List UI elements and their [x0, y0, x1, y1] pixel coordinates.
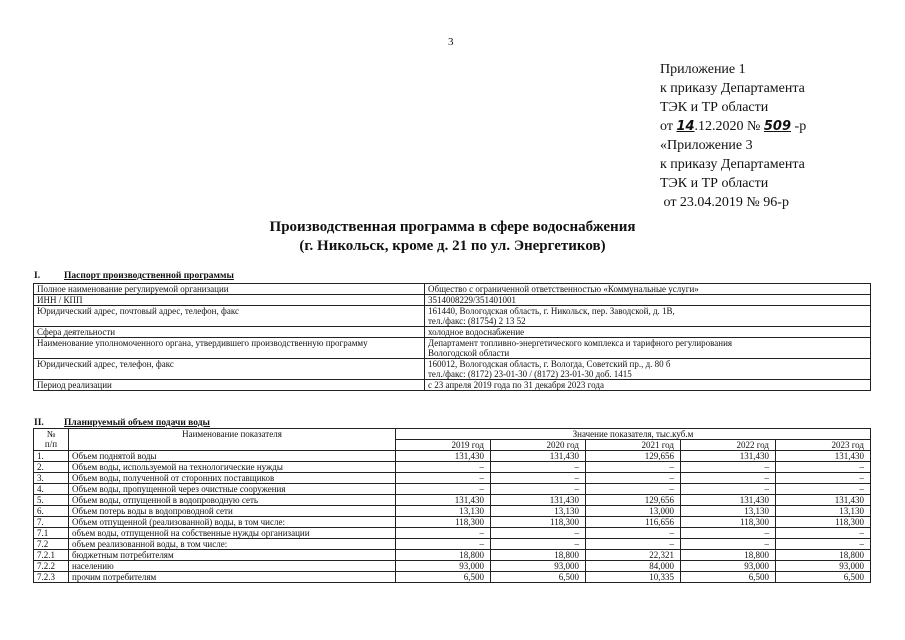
row-value: – — [396, 473, 491, 484]
year-header: 2021 год — [586, 440, 681, 451]
row-value: 131,430 — [776, 495, 871, 506]
appendix-line: ТЭК и ТР области — [660, 100, 769, 115]
table-row — [34, 495, 871, 506]
row-number: 7.1 — [34, 528, 69, 539]
passport-label: Наименование уполномоченного органа, утвердившего производственную программу — [34, 338, 425, 359]
row-value: – — [776, 539, 871, 550]
row-value: – — [396, 539, 491, 550]
passport-label: ИНН / КПП — [34, 295, 425, 306]
row-value: 129,656 — [586, 451, 681, 462]
section-title: Планируемый объем подачи воды — [64, 418, 210, 428]
document-subtitle: (г. Никольск, кроме д. 21 по ул. Энергетиков) — [299, 238, 606, 254]
year-header: 2019 год — [396, 440, 491, 451]
order-suffix: -р — [791, 119, 807, 134]
section-number: I. — [34, 271, 41, 281]
row-name: Объем воды, используемой на технологические нужды — [69, 462, 396, 473]
passport-value: 161440, Вологодская область, г. Никольск, пер. Заводской, д. 1В, тел./факс: (81754) 2 13 52 — [425, 306, 871, 327]
year-header: 2023 год — [776, 440, 871, 451]
passport-row — [34, 306, 871, 327]
row-value: – — [491, 473, 586, 484]
passport-row — [34, 380, 871, 391]
appendix-line: Приложение 1 — [660, 62, 746, 77]
row-value: 131,430 — [776, 451, 871, 462]
row-value: 13,130 — [776, 506, 871, 517]
order-date: .12.2020 № — [694, 119, 764, 134]
row-value: 6,500 — [396, 572, 491, 583]
row-value: 116,656 — [586, 517, 681, 528]
row-value: – — [586, 528, 681, 539]
row-name: бюджетным потребителям — [69, 550, 396, 561]
table-row — [34, 462, 871, 473]
appendix-line: к приказу Департамента — [660, 81, 805, 96]
passport-value: холодное водоснабжение — [425, 327, 871, 338]
appendix-header — [660, 60, 806, 212]
row-value: – — [681, 539, 776, 550]
header-number: № п/п — [34, 429, 69, 451]
row-value: 18,800 — [776, 550, 871, 561]
row-value: 131,430 — [396, 495, 491, 506]
handwritten-day: 14 — [676, 119, 695, 134]
document-title: Производственная программа в сфере водоснабжения — [269, 219, 636, 235]
row-value: – — [491, 462, 586, 473]
row-value: 84,000 — [586, 561, 681, 572]
table-row — [34, 451, 871, 462]
row-name: Объем потерь воды в водопроводной сети — [69, 506, 396, 517]
appendix-line: ТЭК и ТР области — [660, 176, 769, 191]
row-number: 6. — [34, 506, 69, 517]
appendix-order-line — [660, 117, 806, 136]
row-value: 18,800 — [491, 550, 586, 561]
row-value: – — [396, 462, 491, 473]
row-value: – — [776, 484, 871, 495]
row-value: 10,335 — [586, 572, 681, 583]
row-number: 3. — [34, 473, 69, 484]
passport-label: Период реализации — [34, 380, 425, 391]
section-heading-volume — [34, 418, 210, 428]
row-value: 131,430 — [396, 451, 491, 462]
page-number: 3 — [448, 36, 454, 48]
appendix-line: от 23.04.2019 № 96-р — [660, 195, 789, 210]
header-name: Наименование показателя — [69, 429, 396, 451]
section-title: Паспорт производственной программы — [64, 271, 234, 281]
row-value: – — [396, 528, 491, 539]
row-name: Объем отпущенной (реализованной) воды, в том числе: — [69, 517, 396, 528]
row-name: объем реализованной воды, в том числе: — [69, 539, 396, 550]
table-row — [34, 517, 871, 528]
row-value: – — [776, 462, 871, 473]
row-value: 18,800 — [681, 550, 776, 561]
passport-row — [34, 327, 871, 338]
passport-label: Юридический адрес, телефон, факс — [34, 359, 425, 380]
row-value: 93,000 — [396, 561, 491, 572]
passport-row — [34, 284, 871, 295]
section-number: II. — [34, 418, 44, 428]
row-value: – — [491, 484, 586, 495]
row-number: 7.2.3 — [34, 572, 69, 583]
handwritten-order-number: 509 — [763, 119, 792, 134]
row-number: 2. — [34, 462, 69, 473]
row-name: Объем воды, полученной от сторонних поставщиков — [69, 473, 396, 484]
passport-table — [33, 283, 871, 391]
row-number: 7.2 — [34, 539, 69, 550]
row-value: – — [681, 528, 776, 539]
row-value: 13,130 — [491, 506, 586, 517]
table-row — [34, 473, 871, 484]
row-value: 118,300 — [681, 517, 776, 528]
header-values: Значение показателя, тыс.куб.м — [396, 429, 871, 440]
row-value: – — [681, 462, 776, 473]
table-row — [34, 484, 871, 495]
passport-row — [34, 359, 871, 380]
passport-value: с 23 апреля 2019 года по 31 декабря 2023 года — [425, 380, 871, 391]
table-row — [34, 539, 871, 550]
row-value: – — [681, 473, 776, 484]
section-heading-passport — [34, 271, 234, 281]
row-number: 4. — [34, 484, 69, 495]
water-volume-table — [33, 428, 871, 583]
row-value: – — [491, 539, 586, 550]
row-value: – — [586, 484, 681, 495]
table-row — [34, 506, 871, 517]
row-name: прочим потребителям — [69, 572, 396, 583]
row-value: 6,500 — [776, 572, 871, 583]
table-row — [34, 561, 871, 572]
row-number: 7.2.1 — [34, 550, 69, 561]
passport-row — [34, 338, 871, 359]
row-number: 7. — [34, 517, 69, 528]
row-value: 118,300 — [776, 517, 871, 528]
row-number: 5. — [34, 495, 69, 506]
row-value: – — [776, 473, 871, 484]
row-value: 6,500 — [491, 572, 586, 583]
row-value: 131,430 — [681, 495, 776, 506]
row-value: 129,656 — [586, 495, 681, 506]
row-value: – — [776, 528, 871, 539]
year-header: 2022 год — [681, 440, 776, 451]
passport-row — [34, 295, 871, 306]
row-number: 1. — [34, 451, 69, 462]
passport-value: 160012, Вологодская область, г. Вологда, Советский пр., д. 80 б тел./факс: (8172) 23-01-30 / (8172) 23-01-30 доб. 1415 — [425, 359, 871, 380]
table-row — [34, 572, 871, 583]
table-row — [34, 528, 871, 539]
passport-value: Общество с ограниченной ответственностью «Коммунальные услуги» — [425, 284, 871, 295]
row-value: 13,130 — [681, 506, 776, 517]
row-value: – — [586, 462, 681, 473]
row-name: Объем поднятой воды — [69, 451, 396, 462]
appendix-line: «Приложение 3 — [660, 138, 753, 153]
row-value: 93,000 — [776, 561, 871, 572]
row-name: Объем воды, пропущенной через очистные сооружения — [69, 484, 396, 495]
order-prefix: от — [660, 119, 677, 134]
table-row — [34, 550, 871, 561]
row-value: 22,321 — [586, 550, 681, 561]
row-number: 7.2.2 — [34, 561, 69, 572]
row-value: 118,300 — [396, 517, 491, 528]
row-value: – — [396, 484, 491, 495]
row-value: 118,300 — [491, 517, 586, 528]
row-value: 93,000 — [491, 561, 586, 572]
row-value: 131,430 — [681, 451, 776, 462]
row-value: 93,000 — [681, 561, 776, 572]
row-value: – — [491, 528, 586, 539]
row-name: Объем воды, отпущенной в водопроводную сеть — [69, 495, 396, 506]
table-header-row — [34, 429, 871, 440]
year-header: 2020 год — [491, 440, 586, 451]
passport-value: 3514008229/351401001 — [425, 295, 871, 306]
row-value: 131,430 — [491, 495, 586, 506]
row-value: – — [681, 484, 776, 495]
row-name: объем воды, отпущенной на собственные нужды организации — [69, 528, 396, 539]
passport-label: Юридический адрес, почтовый адрес, телефон, факс — [34, 306, 425, 327]
row-value: – — [586, 473, 681, 484]
row-value: – — [586, 539, 681, 550]
row-value: 131,430 — [491, 451, 586, 462]
appendix-line: к приказу Департамента — [660, 157, 805, 172]
row-value: 13,000 — [586, 506, 681, 517]
passport-value: Департамент топливно-энергетического комплекса и тарифного регулирования Вологодской области — [425, 338, 871, 359]
row-name: населению — [69, 561, 396, 572]
row-value: 18,800 — [396, 550, 491, 561]
row-value: 6,500 — [681, 572, 776, 583]
passport-label: Сфера деятельности — [34, 327, 425, 338]
row-value: 13,130 — [396, 506, 491, 517]
passport-label: Полное наименование регулируемой организации — [34, 284, 425, 295]
